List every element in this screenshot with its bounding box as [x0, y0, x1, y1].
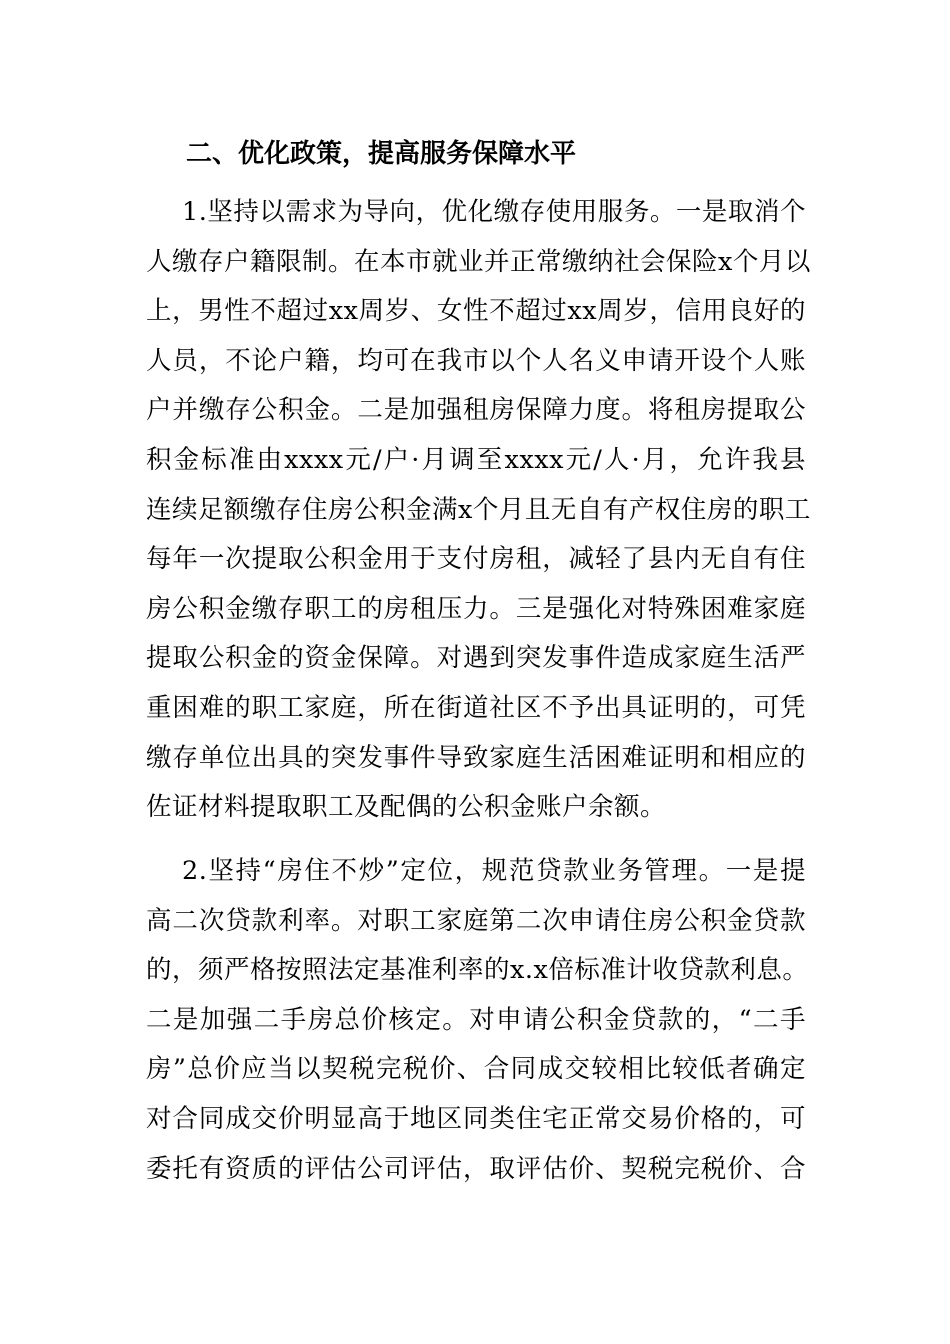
paragraph-line: 对合同成交价明显高于地区同类住宅正常交易价格的，可 [146, 1103, 806, 1134]
paragraph-line: 房公积金缴存职工的房租压力。三是强化对特殊困难家庭 [146, 593, 806, 624]
paragraph-2 [146, 847, 809, 1194]
paragraph-line: 每年一次提取公积金用于支付房租，减轻了县内无自有住 [146, 544, 806, 575]
paragraph-line: 上，男性不超过xx周岁、女性不超过xx周岁，信用良好的 [146, 296, 806, 327]
paragraph-line: 房”总价应当以契税完税价、合同成交较相比较低者确定 [146, 1054, 806, 1085]
paragraph-line: 积金标准由xxxx元/户·月调至xxxx元/人·月，允许我县 [146, 444, 806, 475]
paragraph-line: 重困难的职工家庭，所在街道社区不予出具证明的，可凭 [146, 692, 806, 723]
paragraph-line: 连续足额缴存住房公积金满x个月且无自有产权住房的职工 [146, 494, 811, 525]
paragraph-1 [146, 188, 811, 833]
paragraph-line: 高二次贷款利率。对职工家庭第二次申请住房公积金贷款 [146, 905, 806, 936]
paragraph-line: 提取公积金的资金保障。对遇到突发事件造成家庭生活严 [146, 643, 806, 674]
paragraph-line: 缴存单位出具的突发事件导致家庭生活困难证明和相应的 [146, 742, 806, 773]
section-heading: 二、优化政策，提高服务保障水平 [186, 139, 577, 169]
paragraph-line: 户并缴存公积金。二是加强租房保障力度。将租房提取公 [146, 395, 806, 426]
paragraph-line: 1.坚持以需求为导向，优化缴存使用服务。一是取消个 [182, 197, 806, 227]
paragraph-line: 二是加强二手房总价核定。对申请公积金贷款的，“二手 [146, 1004, 806, 1035]
paragraph-line: 人员，不论户籍，均可在我市以个人名义申请开设个人账 [146, 345, 806, 376]
paragraph-line: 2.坚持“房住不炒”定位，规范贷款业务管理。一是提 [182, 856, 806, 886]
paragraph-line: 人缴存户籍限制。在本市就业并正常缴纳社会保险x个月以 [146, 246, 811, 277]
paragraph-line: 佐证材料提取职工及配偶的公积金账户余额。 [146, 792, 667, 823]
paragraph-line: 委托有资质的评估公司评估，取评估价、契税完税价、合 [146, 1153, 806, 1184]
paragraph-line: 的，须严格按照法定基准利率的x.x倍标准计收贷款利息。 [146, 955, 809, 986]
